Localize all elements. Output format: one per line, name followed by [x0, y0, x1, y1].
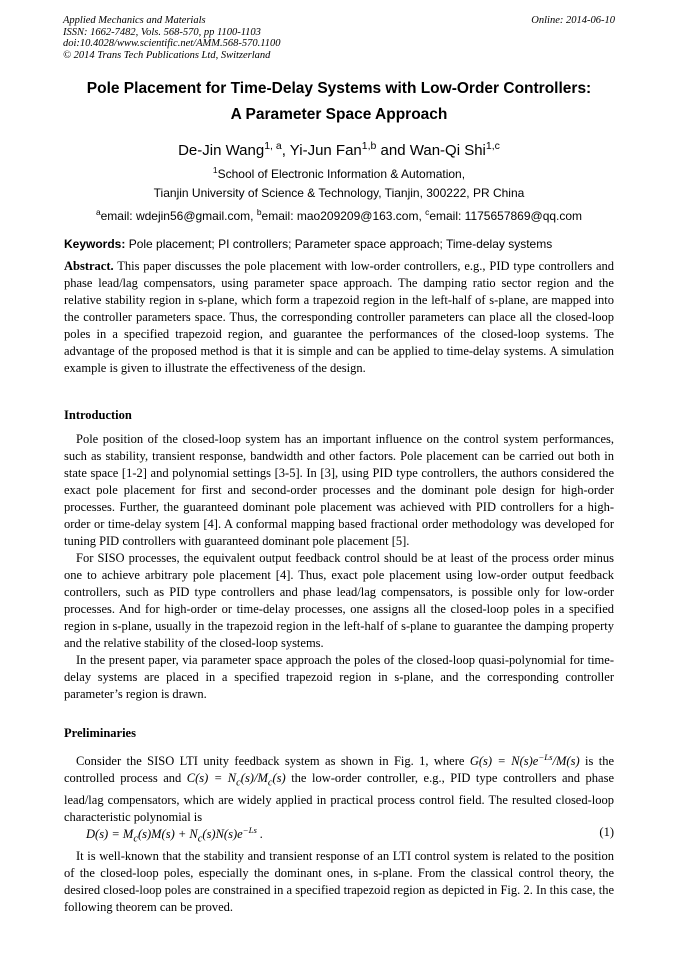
eq1-end: . [256, 827, 264, 842]
controller-expr-mid: (s)/M [240, 771, 268, 786]
author-list [30, 140, 648, 159]
eq1-exp: −Ls [242, 825, 257, 835]
equation-number: (1) [599, 825, 614, 839]
prelim-text-b: is the controlled process and [64, 754, 614, 786]
equation-1 [64, 825, 614, 845]
eq1-sub1: c [133, 833, 138, 845]
controller-expr-tail: (s) [272, 771, 286, 786]
affiliation-sup: 1 [212, 165, 218, 175]
journal-header [63, 15, 280, 61]
keywords-label: Keywords: [64, 237, 126, 251]
affiliation-line1 [30, 165, 648, 181]
email-c: email: 1175657869@qq.com [429, 209, 583, 223]
controller-expression [186, 771, 286, 789]
section-heading-preliminaries: Preliminaries [64, 726, 136, 740]
author-2: Yi-Jun Fan [289, 142, 362, 159]
section-heading-introduction: Introduction [64, 408, 132, 422]
introduction-body [64, 431, 614, 703]
issn: ISSN: 1662-7482, Vols. 568-570, pp 1100-1103 [63, 26, 261, 38]
process-expr-main: G(s) = N(s)e [469, 754, 539, 769]
intro-paragraph-1: Pole position of the closed-loop system has an important influence on the control system performances, such as stability, transient response, bandwidth and other factors. Pole placement can be carried out both in state space [1-2] and polynomial settings [3-5]. In [3], using PID type controllers, the authors considered the exact pole placement for first and second-order processes and the dominant pole design for high-order processes. Further, the guaranteed dominant pole placement was achieved with PID controllers for a high-order or time-delay system [4]. A conformal mapping based fractional order methodology was developed for tuning PID controllers with guaranteed dominant pole placement [5]. [64, 432, 614, 548]
process-expression [470, 754, 580, 768]
affiliation-text: School of Electronic Information & Automation, [217, 167, 466, 181]
email-line [30, 207, 648, 223]
controller-expr-main: C(s) = N [186, 771, 237, 786]
prelim-text-c: the low-order controller, e.g., PID type controllers and phase lead/lag compensators, which are widely applied in practical process control field. The resulted closed-loop characteristic polynomial is [64, 771, 614, 824]
preliminaries-body-2 [64, 848, 614, 916]
paper-title-line1: Pole Placement for Time-Delay Systems with Low-Order Controllers: [86, 80, 592, 97]
author-3: Wan-Qi Shi [409, 142, 486, 159]
controller-expr-sub2: c [267, 777, 273, 789]
abstract [64, 258, 614, 377]
intro-paragraph-2: For SISO processes, the equivalent output feedback control should be at least of the process order minus one to achieve arbitrary pole placement [4]. Thus, exact pole placement using low-order output feedback controllers, such as PID type controllers and phase lead/lag compensators, is possible only for low-order processes. And for high-order or time-delay processes, one assigns all the closed-loop poles in a specified region in s-plane, usually in the trapezoid region in the left-half of s-plane to guarantee the damping property and the relative stability of the closed-loop systems. [64, 551, 614, 650]
eq1-sub2: c [197, 833, 203, 845]
author-separator: , [281, 142, 290, 159]
online-date: Online: 2014-06-10 [531, 15, 615, 26]
abstract-text: This paper discusses the pole placement with low-order controllers, e.g., PID type controllers and phase lead/lag compensators, using parameter space approach. The damping ratio sector region and the relative stability region in s-plane, which form a trapezoid region in the left-half of s-plane, are mapped into the controller parameters space. Thus, the corresponding controller parameters can place all the closed-loop poles in a specified trapezoid region, and guarantee the performances of the closed-loop systems. The advantage of the proposed method is that it is simple and can be applied to time-delay systems. A simulation example is given to illustrate the effectiveness of the design. [64, 259, 614, 375]
keywords-text: Pole placement; PI controllers; Parameter space approach; Time-delay systems [125, 237, 553, 251]
controller-expr-sub1: c [236, 777, 241, 789]
author-3-sup: 1,c [485, 140, 500, 152]
abstract-label: Abstract. [64, 259, 114, 273]
author-2-sup: 1,b [361, 140, 377, 152]
prelim-paragraph-2: It is well-known that the stability and transient response of an LTI control system is related to the position of the closed-loop poles, especially the dominant ones, in s-plane. From the classical control theory, the desired closed-loop poles are constrained in a specified trapezoid region as depicted in Fig. 2. In this case, the following theorem can be proved. [64, 849, 614, 914]
eq1-part-a: D(s) = M [86, 827, 134, 842]
email-b-sup: b [256, 207, 262, 217]
copyright: © 2014 Trans Tech Publications Ltd, Switzerland [63, 49, 271, 61]
doi: doi:10.4028/www.scientific.net/AMM.568-570.1100 [63, 38, 281, 49]
process-expr-tail: /M(s) [552, 754, 580, 769]
email-b: email: mao209209@163.com, [261, 209, 426, 223]
email-a-sup: a [95, 207, 101, 217]
prelim-paragraph-1 [64, 749, 614, 826]
keywords [64, 236, 614, 253]
author-separator: and [376, 142, 410, 159]
prelim-text-a: Consider the SISO LTI unity feedback system as shown in Fig. 1, where [76, 754, 470, 769]
process-expr-exp: −Ls [538, 752, 553, 762]
author-1: De-Jin Wang [178, 142, 265, 159]
email-c-sup: c [425, 207, 430, 217]
journal-name: Applied Mechanics and Materials [63, 15, 206, 26]
paper-title-line2: A Parameter Space Approach [230, 106, 448, 123]
eq1-part-c: (s)N(s)e [202, 827, 243, 842]
preliminaries-body [64, 749, 614, 826]
affiliation-line2: Tianjin University of Science & Technology, Tianjin, 300222, PR China [153, 186, 525, 200]
author-1-sup: 1, a [264, 140, 282, 152]
eq1-part-b: (s)M(s) + N [137, 827, 198, 842]
intro-paragraph-3: In the present paper, via parameter space approach the poles of the closed-loop quasi-polynomial for time-delay systems are placed in a specified trapezoid region in s-plane, and the corresponding controller parameter’s region is drawn. [64, 653, 614, 701]
email-a: email: wdejin56@gmail.com, [100, 209, 257, 223]
